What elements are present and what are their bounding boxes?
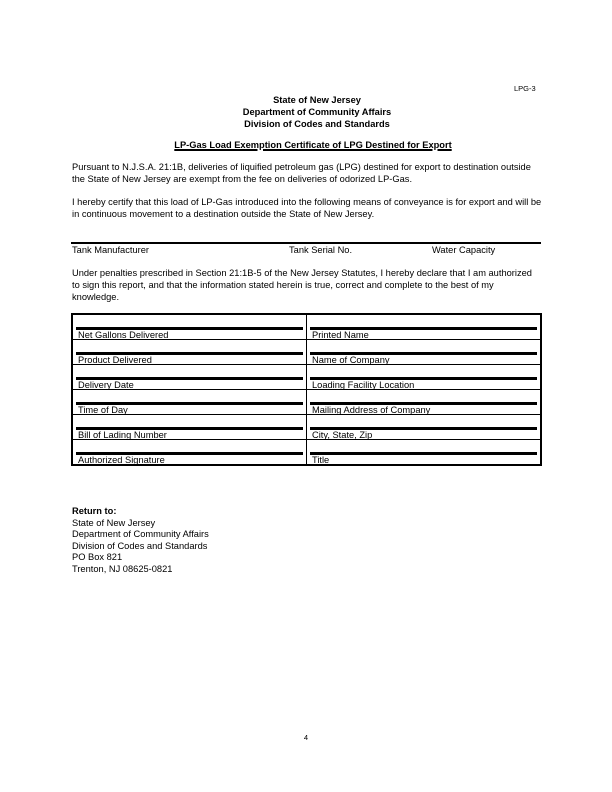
table-row [73, 365, 540, 390]
page-number: 4 [303, 733, 309, 742]
time-of-day-field[interactable] [73, 390, 307, 414]
product-delivered-field[interactable] [73, 340, 307, 364]
loading-facility-field[interactable] [307, 365, 540, 389]
field-label: Authorized Signature [78, 455, 165, 465]
header-department: Department of Community Affairs [242, 107, 392, 117]
agency-header [0, 94, 612, 130]
form-id: LPG-3 [514, 84, 536, 93]
field-label: Title [312, 455, 330, 465]
return-heading: Return to: [72, 506, 117, 516]
paragraph-statute: Pursuant to N.J.S.A. 21:1B, deliveries of liquified petroleum gas (LPG) destined for export to destination outside the State of New Jersey are exempt from the fee on deliveries of odorized LP-Gas. [72, 162, 531, 184]
table-row [73, 340, 540, 365]
net-gallons-field[interactable] [73, 315, 307, 339]
field-label: Time of Day [78, 405, 128, 415]
water-capacity-label: Water Capacity [432, 245, 496, 255]
document-title-wrap [0, 140, 612, 150]
return-line: Department of Community Affairs [72, 529, 209, 539]
bill-of-lading-field[interactable] [73, 415, 307, 439]
field-label: Product Delivered [78, 355, 152, 365]
mailing-address-field[interactable] [307, 390, 540, 414]
header-state: State of New Jersey [273, 95, 361, 105]
header-division: Division of Codes and Standards [244, 119, 390, 129]
document-title: LP-Gas Load Exemption Certificate of LPG Destined for Export [174, 140, 452, 150]
return-line: PO Box 821 [72, 552, 123, 562]
delivery-info-table [71, 313, 542, 466]
fill-line [310, 452, 537, 455]
authorized-signature-field[interactable] [73, 440, 307, 464]
tank-manufacturer-label: Tank Manufacturer [72, 245, 149, 255]
paragraph-declaration: Under penalties prescribed in Section 21:1B-5 of the New Jersey Statutes, I hereby declare that I am authorized to sign this report, and that the information stated herein is true, correct and complete to the best of my knowledge. [72, 268, 532, 302]
field-label: Net Gallons Delivered [78, 330, 169, 340]
return-address [72, 506, 209, 575]
table-row [73, 315, 540, 340]
field-label: Loading Facility Location [312, 380, 415, 390]
city-state-zip-field[interactable] [307, 415, 540, 439]
table-row [73, 415, 540, 440]
field-label: Printed Name [312, 330, 369, 340]
tank-serial-label: Tank Serial No. [289, 245, 353, 255]
field-label: City, State, Zip [312, 430, 373, 440]
field-label: Delivery Date [78, 380, 134, 390]
delivery-date-field[interactable] [73, 365, 307, 389]
return-line: Trenton, NJ 08625-0821 [72, 563, 173, 574]
table-row [73, 440, 540, 464]
field-label: Bill of Lading Number [78, 430, 167, 440]
tank-info-fill-line[interactable] [71, 242, 541, 244]
title-field[interactable] [307, 440, 540, 464]
return-line: Division of Codes and Standards [72, 540, 208, 551]
field-label: Name of Company [312, 355, 390, 365]
company-name-field[interactable] [307, 340, 540, 364]
table-row [73, 390, 540, 415]
return-line: State of New Jersey [72, 517, 156, 528]
paragraph-certification: I hereby certify that this load of LP-Gas introduced into the following means of conveyance is for export and will be in continuous movement to a destination outside the State of New Jersey. [72, 197, 542, 219]
field-label: Mailing Address of Company [312, 405, 431, 415]
printed-name-field[interactable] [307, 315, 540, 339]
